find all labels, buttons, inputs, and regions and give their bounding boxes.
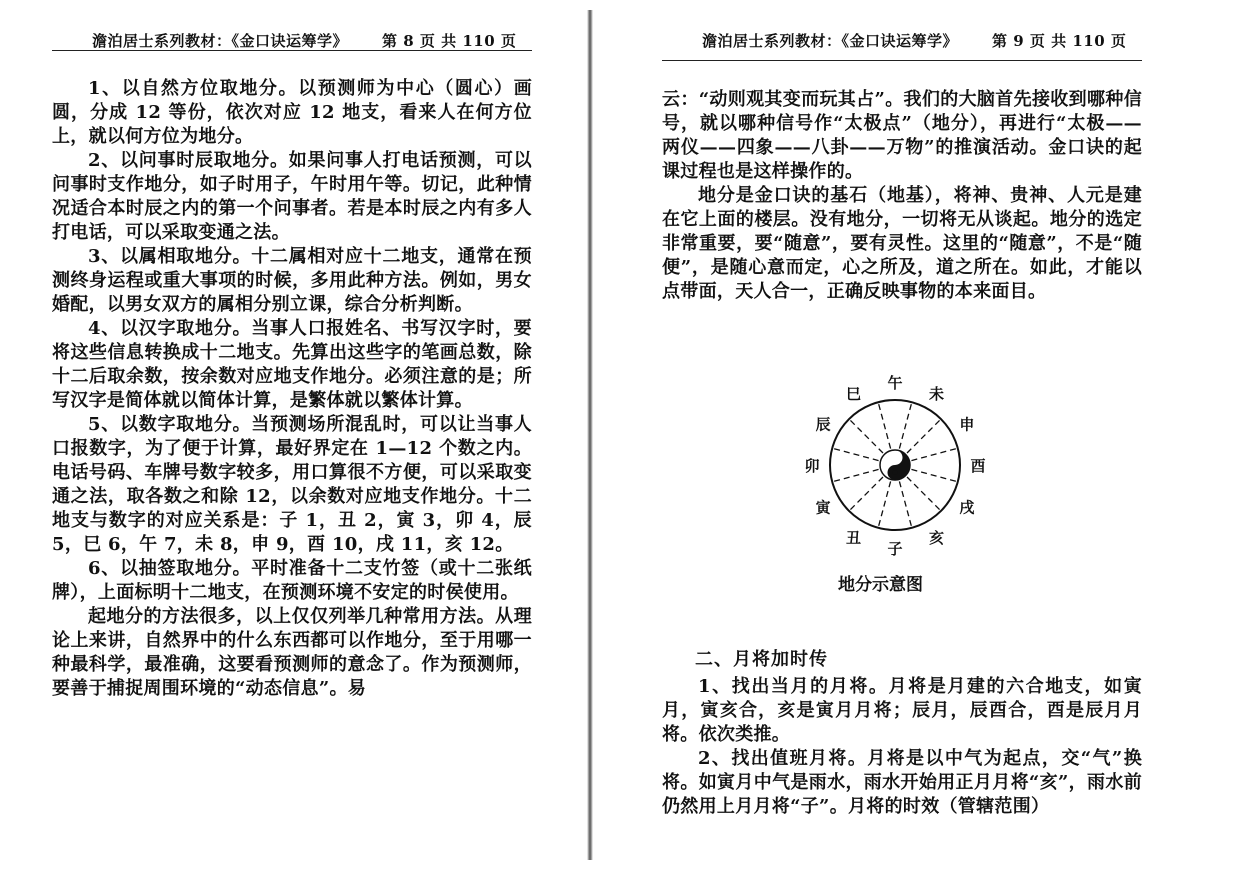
divider-line [878, 402, 890, 448]
divider-line [911, 469, 957, 481]
diagram-caption: 地分示意图 [838, 575, 923, 595]
divider-line [911, 448, 957, 460]
branch-label: 丑 [845, 528, 862, 547]
branch-label: 戌 [959, 498, 975, 517]
right-header-book-title: 澹泊居士系列教材：《金口诀运筹学》 [702, 32, 959, 50]
branch-label: 未 [928, 385, 945, 404]
paragraph: 1、找出当月的月将。月将是月建的六合地支，如寅月，寅亥合，亥是寅月月将；辰月，辰酉合，酉是辰月月将。依次类推。 [662, 676, 1142, 745]
yin-yang-icon [880, 450, 910, 480]
right-body-text-bottom [662, 675, 1142, 819]
divider-line [899, 402, 911, 448]
paragraph: 6、以抽签取地分。平时准备十二支竹签（或十二张纸牌），上面标明十二地支，在预测环境不安定的时侯使用。 [52, 558, 532, 603]
divider-line [849, 419, 883, 453]
earthly-branch-diagram [795, 370, 995, 560]
branch-label: 卯 [804, 457, 820, 475]
section-title: 二、月将加时传 [695, 649, 828, 670]
divider-line [907, 419, 941, 453]
paragraph: 4、以汉字取地分。当事人口报姓名、书写汉字时，要将这些信息转换成十二地支。先算出这些字的笔画总数，除十二后取余数，按余数对应地支作地分。必须注意的是；所写汉字是简体就以简体计算，是繁体就以繁体计算。 [52, 318, 532, 411]
right-page-header [702, 30, 1126, 51]
divider-line [878, 481, 890, 527]
left-body-text [52, 77, 532, 701]
right-body-text-top [662, 88, 1142, 304]
branch-label: 申 [959, 415, 975, 434]
paragraph: 2、找出值班月将。月将是以中气为起点，交“气”换将。如寅月中气是雨水，雨水开始用正月月将“亥”，雨水前仍然用上月月将“子”。月将的时效（管辖范围） [662, 748, 1142, 817]
branch-label: 巳 [845, 385, 862, 404]
left-page [0, 0, 590, 871]
divider-line [907, 477, 941, 511]
left-header-rule [52, 50, 532, 51]
branch-label: 寅 [815, 498, 831, 517]
branch-label: 子 [887, 540, 903, 558]
divider-line [832, 469, 878, 481]
right-header-rule [662, 60, 1142, 61]
divider-line [849, 477, 883, 511]
paragraph: 起地分的方法很多，以上仅仅列举几种常用方法。从理论上来讲，自然界中的什么东西都可以作地分，至于用哪一种最科学，最准确，这要看预测师的意念了。作为预测师，要善于捕捉周围环境的“动态信息”。易 [52, 606, 532, 699]
paragraph: 1、以自然方位取地分。以预测师为中心（圆心）画圆，分成 12 等份，依次对应 12 地支，看来人在何方位上，就以何方位为地分。 [52, 78, 532, 147]
paragraph: 云：“动则观其变而玩其占”。我们的大脑首先接收到哪种信号，就以哪种信号作“太极点”（地分），再进行“太极——两仪——四象——八卦——万物”的推演活动。金口诀的起课过程也是这样操作的。 [662, 89, 1142, 182]
right-header-page-info: 第 9 页 共 110 页 [992, 32, 1127, 50]
left-page-header [92, 30, 516, 51]
branch-label: 午 [887, 374, 903, 392]
branch-label: 辰 [815, 415, 831, 434]
divider-line [899, 481, 911, 527]
branch-label: 亥 [928, 528, 945, 547]
paragraph: 5、以数字取地分。当预测场所混乱时，可以让当事人口报数字，为了便于计算，最好界定在 1—12 个数之内。电话号码、车牌号数字较多，用口算很不方便，可以采取变通之法，取各数之和除 12，以余数对应地支作地分。十二地支与数字的对应关系是：子 1，丑 2，寅 3，卯 4，辰 5，巳 6，午 7，未 8，申 9，酉 10，戌 11，亥 12。 [52, 414, 532, 555]
right-page [600, 0, 1235, 871]
paragraph: 2、以问事时辰取地分。如果问事人打电话预测，可以问事时支作地分，如子时用子，午时用午等。切记，此种情况适合本时辰之内的第一个问事者。若是本时辰之内有多人打电话，可以采取变通之法。 [52, 150, 532, 243]
paragraph: 地分是金口诀的基石（地基），将神、贵神、人元是建在它上面的楼层。没有地分，一切将无从谈起。地分的选定非常重要，要“随意”，要有灵性。这里的“随意”，不是“随便”，是随心意而定，心之所及，道之所在。如此，才能以点带面，天人合一，正确反映事物的本来面目。 [662, 185, 1142, 302]
divider-line [832, 448, 878, 460]
paragraph: 3、以属相取地分。十二属相对应十二地支，通常在预测终身运程或重大事项的时候，多用此种方法。例如，男女婚配，以男女双方的属相分别立课，综合分析判断。 [52, 246, 532, 315]
branch-label: 酉 [970, 457, 986, 475]
left-header-book-title: 澹泊居士系列教材：《金口诀运筹学》 [92, 32, 349, 50]
left-header-page-info: 第 8 页 共 110 页 [382, 32, 517, 50]
